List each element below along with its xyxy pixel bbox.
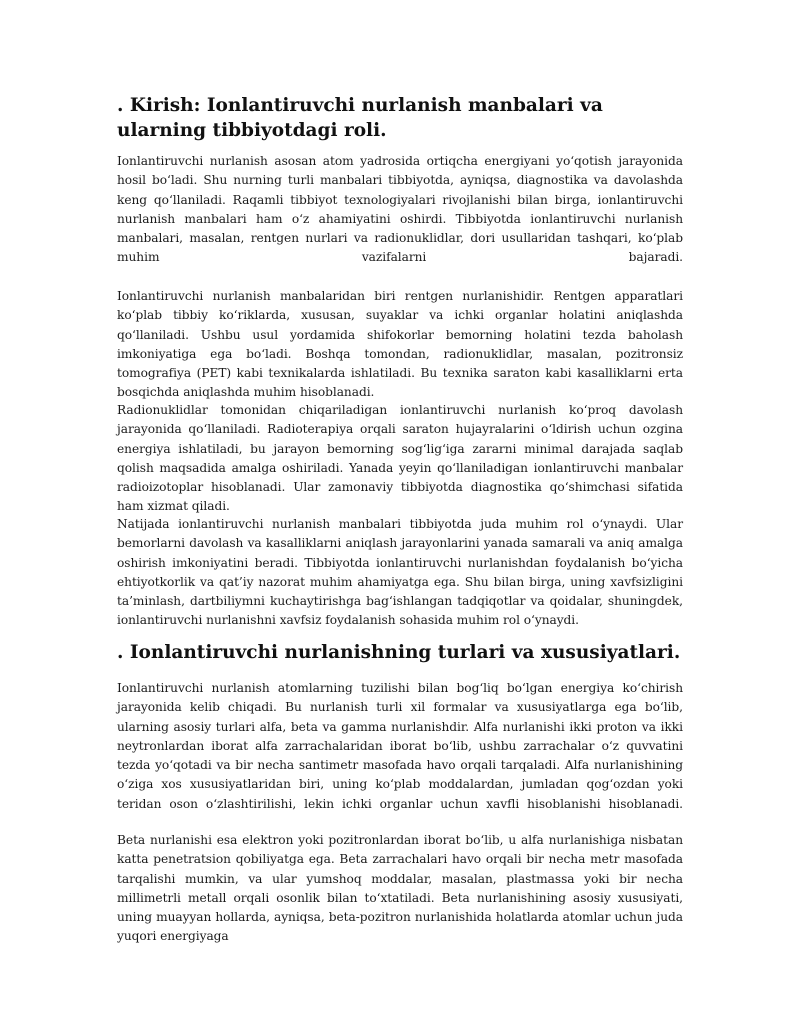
section-heading-types: . Ionlantiruvchi nurlanishning turlari va xususiyatlari. bbox=[117, 642, 681, 663]
paragraph-5: Ionlantiruvchi nurlanish atomlarning tuzilishi bilan bog‘liq bo‘lgan energiya ko‘chirish jarayonida kelib chiqadi. Bu nurlanish turli xil formalar va xususiyatlarga ega bo‘lib, ularning asosiy turlari alfa, beta va gamma nurlanishdir. Alfa nurlanishi ikki proton va ikki neytronlardan iborat alfa zarrachalaridan iborat bo‘lib, ushbu zarrachalar o‘z quvvatini tezda yo‘qotadi va bir necha santimetr masofada havo orqali tarqaladi. Alfa nurlanishining o‘ziga xos xususiyatlaridan biri, uning ko‘plab moddalardan, jumladan qog‘ozdan yoki teridan oson o‘zlashtirilishi, lekin ichki organlar uchun xavfli hisoblanishi hisoblanadi. bbox=[117, 681, 683, 811]
paragraph-4: Natijada ionlantiruvchi nurlanish manbalari tibbiyotda juda muhim rol o‘ynaydi. Ular bemorlarni davolash va kasalliklarni aniqlash jarayonlarini yanada samarali va aniq amalga oshirish imkoniyatini beradi. Tibbiyotda ionlantiruvchi nurlanishdan foydalanish bo‘yicha ehtiyotkorlik va qat’iy nazorat muhim ahamiyatga ega. Shu bilan birga, uning xavfsizligini ta’minlash, dartbiliymni kuchaytirishga bag‘ishlangan tadqiqotlar va qoidalar, shuningdek, ionlantiruvchi nurlanishni xavfsiz foydalanish sohasida muhim rol o‘ynaydi. bbox=[117, 517, 683, 628]
paragraph-1: Ionlantiruvchi nurlanish asosan atom yadrosida ortiqcha energiyani yo‘qotish jarayonida hosil bo‘ladi. Shu nurning turli manbalari tibbiyotda, ayniqsa, diagnostika va davolashda keng qo‘llaniladi. Raqamli tibbiyot texnologiyalari rivojlanishi bilan birga, ionlantiruvchi nurlanish manbalari ham o‘z ahamiyatini oshirdi. Tibbiyotda ionlantiruvchi nurlanish manbalari, masalan, rentgen nurlari va radionuklidlar, dori usullaridan tashqari, ko‘plab muhim vazifalarni bajaradi. bbox=[117, 154, 683, 265]
paragraph-3: Radionuklidlar tomonidan chiqariladigan ionlantiruvchi nurlanish ko‘proq davolash jarayonida qo‘llaniladi. Radioterapiya orqali saraton hujayralarini o‘ldirish uchun ozgina energiya ishlatiladi, bu jarayon bemorning sog‘lig‘iga zararni minimal darajada saqlab qolish maqsadida amalga oshiriladi. Yanada yeyin qo‘llaniladigan ionlantiruvchi manbalar radioizotoplar hisoblanadi. Ular zamonaviy tibbiyotda diagnostika qo‘shimchasi sifatida ham xizmat qiladi. bbox=[117, 403, 683, 514]
paragraph-2: Ionlantiruvchi nurlanish manbalaridan biri rentgen nurlanishidir. Rentgen apparatlari ko‘plab tibbiy ko‘riklarda, xususan, suyaklar va ichki organlar holatini aniqlashda qo‘llaniladi. Ushbu usul yordamida shifokorlar bemorning holatini tezda baholash imkoniyatiga ega bo‘ladi. Boshqa tomondan, radionuklidlar, masalan, pozitronsiz tomografiya (PET) kabi texnikalarda ishlatiladi. Bu texnika saraton kabi kasalliklarni erta bosqichda aniqlashda muhim hisoblanadi. bbox=[117, 289, 683, 400]
paragraph-6: Beta nurlanishi esa elektron yoki pozitronlardan iborat bo‘lib, u alfa nurlanishiga nisbatan katta penetratsion qobiliyatga ega. Beta zarrachalari havo orqali bir necha metr masofada tarqalishi mumkin, va ular yumshoq moddalar, masalan, plastmassa yoki bir necha millimetrli metall orqali osonlik bilan to‘xtatiladi. Beta nurlanishining asosiy xususiyati, uning muayyan hollarda, ayniqsa, beta-pozitron nurlanishida holatlarda atomlar uchun juda yuqori energiyaga bbox=[117, 833, 683, 944]
section-heading-introduction: . Kirish: Ionlantiruvchi nurlanish manbalari va ularning tibbiyotdagi roli. bbox=[117, 95, 603, 141]
